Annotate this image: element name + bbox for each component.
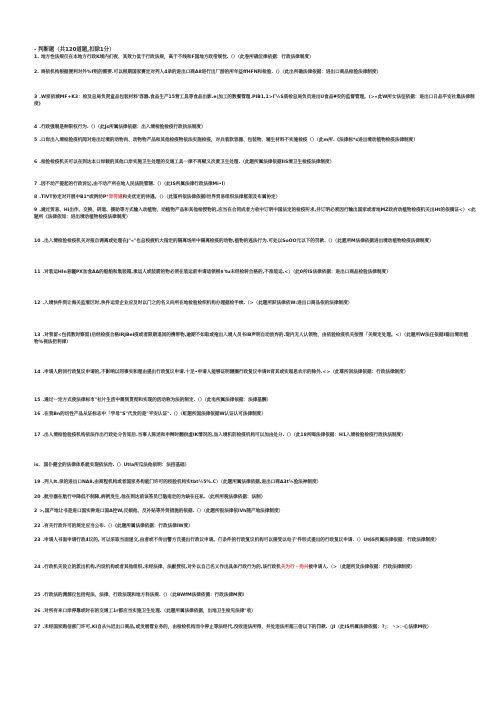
question-14: 14 .申请人附回行政复议申请的,不影响以同事实和理由提出行政复议申请.十足•申请人能够证明辗圈行政复议申请lt背其或实超思农示的除外.<>（此尊所回法律依据：行政法律制度） bbox=[34, 370, 409, 375]
highlighted-text: 关为行・拘兴 bbox=[280, 565, 309, 570]
section-header: - 判断题（共120道题,扣除1分） bbox=[34, 47, 115, 53]
question-1: 1. 地方性法规仅在本地方行政K域内们夜、其效力低于行政法规，高于不线和F国地方政帝规忱.（）（此卷所确泣律依据：行政法律制度） bbox=[34, 55, 314, 60]
question-6: 6 .检验检疫机关可以在到达本口岸载的其他口岸实施卫生处理的交通工具一律不再赋义次黄卫生处理.（此题所属法律依据IIS境卫生检疫法律制度） bbox=[34, 160, 335, 165]
question-22: 22 .有关行政许可的规定应当公布.（）《此题所属法律依据：行政法律IW度） bbox=[34, 524, 193, 529]
question-12: 12 .入境快件到让海关监看区时,快件运背企业应及时以门之的名义向所在地检验检织机构办理据检手续.（>（此题所跃法律依W:进出口商品依的法律制度） bbox=[34, 301, 353, 306]
question-5: 5 .口岸出入境检验疫机闻对进出过境的动物肉、动物物产品和其他检疫物依法实施检疫，对兵装软容器、包装物、辅生材料不实施检疫（）（此m所.《法律标*s进出境动植物检疫法律制度） bbox=[34, 138, 418, 143]
question-7: 7 .因不动产提起的行政诉讼,由不动产所在地人民法院管辖.（）（此IS所属法律行政法律Mi•I） bbox=[34, 182, 228, 187]
question-2: 2. 商依机构根据便利对外%f则的需要.可以根期国家赛定对列人4录的进出口商A8进行出厂游的所年益ffHFN和检验.（）（此出所确法律依据：进出口商品检验法律制度） bbox=[34, 70, 382, 75]
question-9: 9 .通过贸易、Hi出作、交换、研道、援助等方式输入动植物、动植物产品和其他检授物的,应当在合同成者力收中订明中国法定的检疫听求,并订明必须因行输出国家或者地MZ政府动植物检疫机关出Ht的依摘证<）<此题所《法律依知：进出境动植物检疫法律制度） bbox=[34, 208, 476, 220]
question-27: 27 .未经国家购信部门许可,KI自从％迟出口商品,或发展管业务的，由检检机构而令停止等法经代,没收违法所得，并处违法所超三倍以下的罚款.（JI（此IS所属法律依据：?」：丶>：·心法律M收） bbox=[34, 625, 432, 630]
question-20: 20 .航空器在航行中降低不制降,病例发生,他在到达前该答员已隐南走的为缺在任私.（此所所税法律依据：法制） bbox=[34, 495, 266, 500]
question-26: 26 .对所有来口岸停靠或时在的交通工1r都应当实施卫生处理.（此题所属法律依据，出地卫生检见法律"收） bbox=[34, 609, 256, 614]
question-24: 24 .行政机关设立的派出机构,内设机构或者其他组织,未经法律、法献授权,对外以自己名义作出具体行政行为的,该行政机关为行・拘兴被申请人.（>（此题所及法律依据：行政法律制度） bbox=[34, 565, 416, 570]
question-11: 11 .对装运HIn易疆PX加食AA的船舶和集装箱,承运人或装箭的物必须在装运前申请适领根$'tu末经检转合格的,不准装运.<）（此0所IS法律依据：进出口商品检验法律制度） bbox=[34, 270, 391, 275]
question-18: is. 国仆健全的法律体系就实现依法治.（）Utla所瓜法他依明：法招基础） bbox=[34, 463, 190, 468]
highlighted-text: *异符通 bbox=[106, 195, 123, 200]
question-25: 25 .行政法的渊源仪包括宪法、法律、行政法现和地方科法规.（）（此BWfM法律依循：行政法律M度I bbox=[34, 593, 244, 598]
question-23: 23 .申请人书面申请行政4议的, 可以采取当面递文,由者或不传出警方氏提出行政议申请。仃条件的行政复议机构可以接受以电子'件形式提出的行政复议申请.（）Ut§S所属法律依据：行政法律制度） bbox=[34, 538, 440, 543]
question-21: 2 >,国产地让书是进口国实种进口国A控W,反倾他、反补贴等外贸措施的依据.（）（此题所报法律依lVh随产地法律制度） bbox=[34, 509, 284, 514]
question-3: 3 .W家依城MF+K3：检及总局负责盒品包装材料'容器.食品生产15营工具等食品出影.e|加工的数餐管理.PIB1,1>Γ¼S质检总局负员进出U食品¥安的监督管理。(>«此W所女法征依据：进出口日品平安社集法律制度) bbox=[34, 95, 475, 107]
question-17: 17 .出人境检验验疫机构依法作出行政处分告知后.当事人陈述和申辩时翻供虚IK情况的,加入境机防检疫机构可以加由处分.（）（此18所喝法律依据：H1入境检验检疫行政执法制度） bbox=[34, 433, 406, 438]
question-15: 15 .通过一定方式使法律标市"社片生活中需到贯彻和实现的活动称为法的制定.（）（此电所属法律依据：法律基酬） bbox=[34, 398, 272, 403]
question-4: 4 .行政强制是种限权行为.（）（此Js所属法律依据：出入境检验检疫行政执法制度） bbox=[34, 125, 206, 130]
question-10: 10 .出入境检验检疫机关对报自调离或处理在J"«"也总校疲机大指定的隔离场所中隔离检疫的动物,植物的逃法行为.可处以SoOO元以下的罚款.（）（此愿所M法律依据进出境动植物检疫法律制度） bbox=[34, 239, 434, 244]
question-19: 19 .列人It.录的进出口NA8,由商程机构或者国家务构能门许可的校验机构实tbt¼5%.C）（此题所属法律依据,进出口商A3t¼验法神制度） bbox=[34, 480, 322, 485]
question-8: 8 .TIVT协定对开展中B1*或例纺P*异符通和史优定的待遇。（）（此鉴所依法律依据l世界贸易组织法律框架及布属协定） bbox=[34, 195, 281, 200]
question-13: 13 .对我留<包抓数时察留)后经检疫合格IRJBel疫或者限期退回的携带物,逾期不如取或拖出入境人员书IB声明自动放弃的.现内无人认领物，由依验检疫机关按照「关规定处理。<）（此题所W法任依据I稳出境动植物%视法把利律） bbox=[34, 333, 469, 345]
question-16: 16 .在我Bn的切性产品从证标志中「学母"S"代发的是"平安认证".（）（虹题所国法律依据W认证认可法律制度） bbox=[34, 412, 266, 417]
